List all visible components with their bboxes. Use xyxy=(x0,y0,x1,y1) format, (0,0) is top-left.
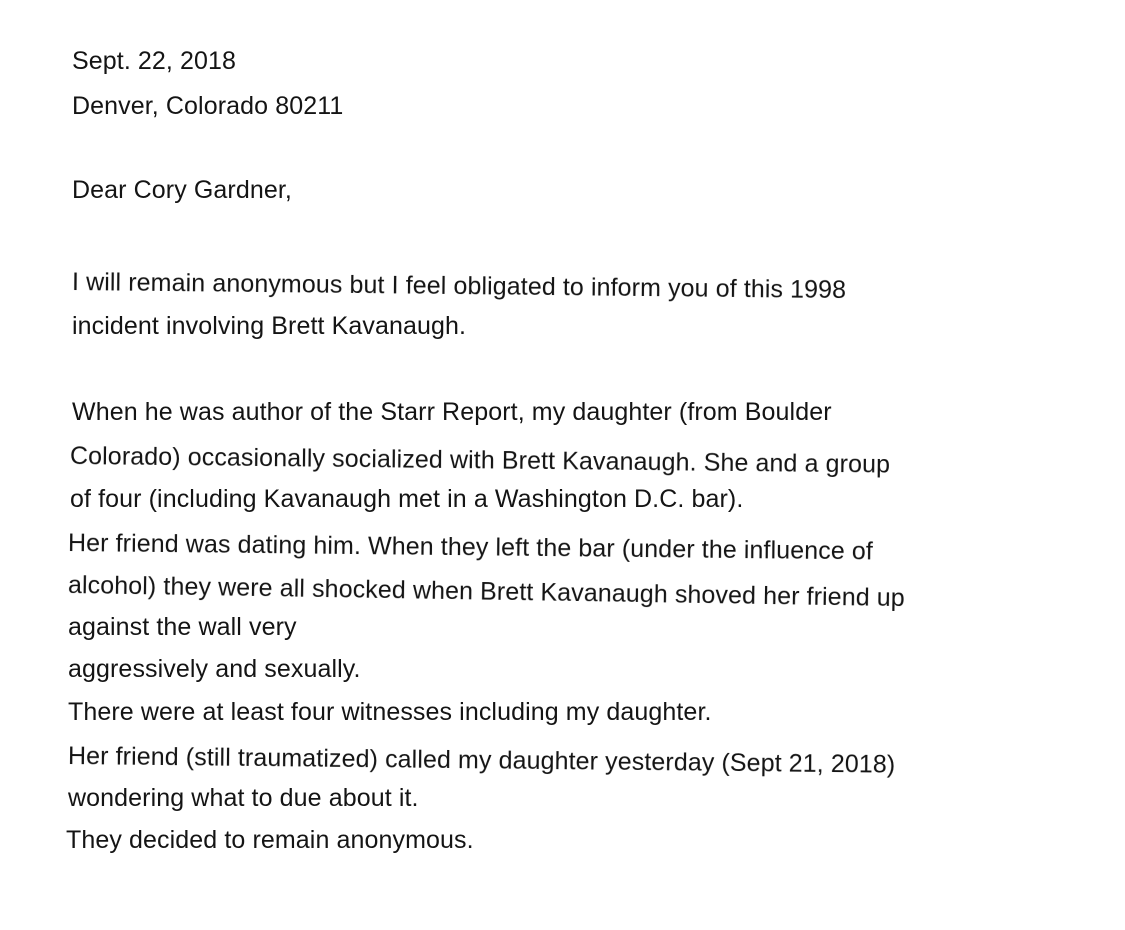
paragraph-2-line-3: of four (including Kavanaugh met in a Washington D.C. bar). xyxy=(70,485,744,513)
paragraph-2-line-7: aggressively and sexually. xyxy=(68,655,361,683)
paragraph-2-line-11: They decided to remain anonymous. xyxy=(66,826,474,854)
paragraph-2-line-10: wondering what to due about it. xyxy=(68,784,419,812)
letter-date: Sept. 22, 2018 xyxy=(72,47,237,75)
paragraph-2-line-1: When he was author of the Starr Report, my daughter (from Boulder xyxy=(72,398,832,426)
paragraph-2-line-8: There were at least four witnesses including my daughter. xyxy=(68,698,712,726)
paragraph-2-line-2: Colorado) occasionally socialized with Brett Kavanaugh. She and a group xyxy=(69,442,891,479)
paragraph-1-line-1: I will remain anonymous but I feel obligated to inform you of this 1998 xyxy=(71,268,847,305)
paragraph-2-line-5: alcohol) they were all shocked when Brett Kavanaugh shoved her friend up xyxy=(67,571,905,613)
paragraph-1-line-2: incident involving Brett Kavanaugh. xyxy=(72,312,467,340)
paragraph-2-line-6: against the wall very xyxy=(68,613,297,641)
paragraph-2-line-9: Her friend (still traumatized) called my daughter yesterday (Sept 21, 2018) xyxy=(67,742,896,779)
letter-location: Denver, Colorado 80211 xyxy=(72,92,344,120)
letter-salutation: Dear Cory Gardner, xyxy=(72,176,292,204)
paragraph-2-line-4: Her friend was dating him. When they left the bar (under the influence of xyxy=(67,529,874,566)
